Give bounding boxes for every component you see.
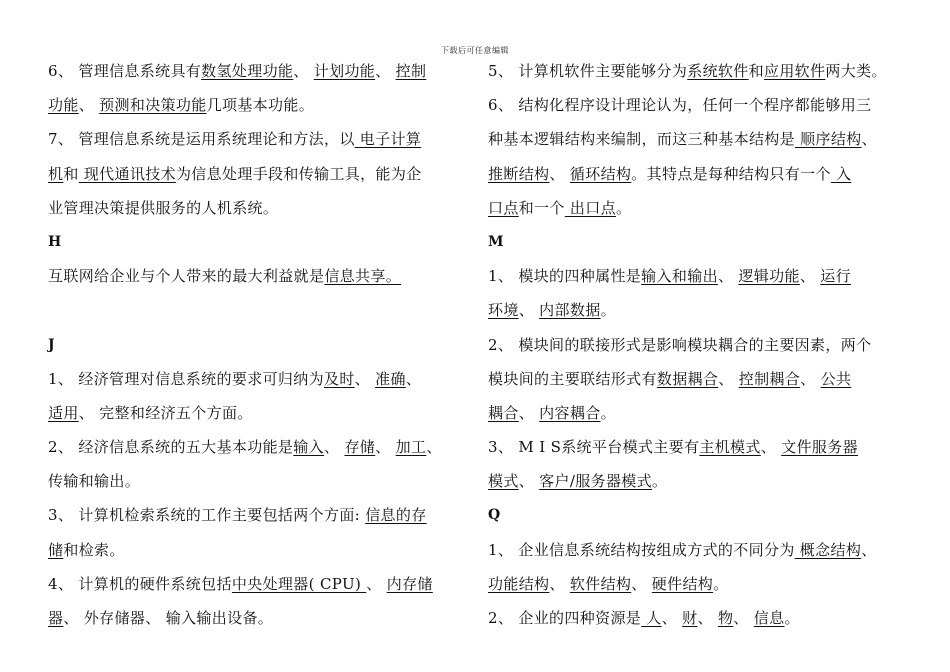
answer-underlined: 机: [48, 164, 64, 183]
answer-underlined: 内容耦合: [539, 403, 601, 422]
text-segment: 、: [293, 62, 314, 80]
answer-underlined: 入: [830, 164, 852, 183]
text-segment: 、: [631, 574, 652, 593]
answer-underlined: 及时: [323, 369, 355, 388]
text-line: [488, 601, 913, 635]
answer-underlined: 数据耦合: [656, 369, 719, 388]
text-segment: 、 外存储器、 输入输出设备。: [63, 609, 274, 627]
text-segment: 、: [375, 438, 396, 457]
answer-underlined: 器: [48, 609, 64, 627]
answer-underlined: 信息: [753, 609, 785, 627]
text-segment: 7、 管理信息系统是运用系统理论和方法，以: [48, 130, 355, 149]
text-segment: 、: [661, 609, 683, 627]
text-segment: 为信息处理手段和传输工具，能为企: [175, 164, 422, 183]
text-line: [488, 464, 913, 498]
answer-underlined: 内存储: [386, 574, 433, 593]
answer-underlined: 硬件结构: [651, 574, 714, 593]
text-line: [48, 396, 468, 430]
section-letter: H: [48, 233, 62, 250]
answer-underlined: 应用软件: [763, 62, 826, 80]
text-segment: 、: [549, 574, 570, 593]
text-line: [488, 396, 913, 430]
text-segment: 2、 经济信息系统的五大基本功能是: [48, 438, 294, 457]
text-segment: 、: [861, 130, 877, 149]
answer-underlined: 财: [682, 609, 698, 627]
text-segment: 几项基本功能。: [206, 96, 315, 115]
text-segment: 、: [354, 369, 376, 388]
right-column: [488, 54, 913, 635]
text-segment: 、: [366, 574, 387, 593]
answer-underlined: 系统软件: [687, 62, 749, 80]
answer-underlined: 运行: [820, 267, 851, 286]
answer-underlined: 预测和决策功能: [99, 96, 207, 115]
text-segment: 。: [600, 403, 616, 422]
text-line: [488, 88, 913, 122]
text-segment: 1、 经济管理对信息系统的要求可归纳为: [48, 369, 324, 388]
text-line: [488, 122, 913, 156]
text-segment: 、: [78, 96, 100, 115]
text-segment: 、: [405, 369, 422, 388]
answer-underlined: 存储: [344, 438, 376, 457]
answer-underlined: 信息共享。: [324, 267, 402, 286]
answer-underlined: 储: [48, 540, 64, 559]
answer-underlined: 推断结构: [488, 164, 550, 183]
text-segment: 5、 计算机软件主要能够分为: [488, 62, 688, 80]
text-segment: 种基本逻辑结构来编制，而这三种基本结构是: [488, 130, 796, 149]
answer-underlined: 出口点: [564, 198, 616, 217]
text-line: [48, 293, 468, 327]
text-segment: 和检索。: [63, 540, 125, 559]
text-segment: 、: [426, 438, 442, 457]
left-column: [48, 54, 468, 635]
text-segment: 两大类。: [825, 62, 887, 80]
answer-underlined: 口点: [488, 198, 519, 217]
text-segment: 。: [652, 472, 668, 491]
text-segment: 和一个: [518, 198, 565, 217]
text-segment: 、: [718, 369, 739, 388]
answer-underlined: 软件结构: [569, 574, 632, 593]
text-line: [488, 157, 913, 191]
text-segment: 、 完整和经济五个方面。: [78, 403, 253, 422]
answer-underlined: 计划功能: [313, 62, 376, 80]
answer-underlined: 客户/服务器模式: [539, 472, 653, 491]
text-line: [48, 191, 468, 225]
text-segment: 。: [784, 609, 800, 627]
text-line: [488, 293, 913, 327]
text-segment: 6、 管理信息系统具有: [48, 62, 202, 80]
text-line: [488, 328, 913, 362]
answer-underlined: 输入和输出: [641, 267, 718, 286]
text-segment: 、: [733, 609, 754, 627]
answer-underlined: 概念结构: [794, 540, 862, 559]
answer-underlined: 逻辑功能: [738, 267, 800, 286]
text-segment: 1、 模块的四种属性是: [488, 267, 642, 286]
answer-underlined: 主机模式: [699, 438, 761, 457]
section-letter: J: [48, 336, 55, 353]
text-line: [488, 567, 913, 601]
text-line: [48, 464, 468, 498]
answer-underlined: 环境: [488, 301, 519, 320]
text-segment: 6、 结构化程序设计理论认为，任何一个程序都能够用三: [488, 96, 872, 115]
text-segment: 、: [717, 267, 739, 286]
text-segment: 、: [800, 369, 821, 388]
text-line: [48, 362, 468, 396]
text-segment: 和: [63, 164, 79, 183]
answer-underlined: 加工: [395, 438, 427, 457]
answer-underlined: 内部数据: [539, 301, 601, 320]
answer-underlined: 文件服务器: [781, 438, 858, 457]
text-segment: 2、 模块间的联接形式是影响模块耦合的主要因素，两个: [488, 335, 872, 354]
text-segment: 、: [549, 164, 570, 183]
text-line: [48, 88, 468, 122]
text-line: [48, 259, 468, 293]
text-line: [48, 533, 468, 567]
text-line: [48, 601, 468, 635]
text-segment: 3、 计算机检索系统的工作主要包括两个方面:: [48, 506, 366, 525]
answer-underlined: 控制耦合: [738, 369, 801, 388]
text-segment: 。其特点是每种结构只有一个: [631, 164, 831, 183]
text-line: [488, 533, 913, 567]
text-line: [488, 225, 913, 259]
answer-underlined: 功能结构: [488, 574, 550, 593]
answer-underlined: 公共: [820, 369, 852, 388]
text-line: [488, 259, 913, 293]
text-segment: 。: [615, 198, 632, 217]
text-line: [48, 567, 468, 601]
section-letter: Q: [488, 507, 501, 524]
text-line: [48, 225, 468, 259]
answer-underlined: 顺序结构: [795, 130, 862, 149]
text-segment: 、: [760, 438, 782, 457]
answer-underlined: 控制: [395, 62, 427, 80]
text-segment: 互联网给企业与个人带来的最大利益就是: [48, 267, 325, 286]
answer-underlined: 人: [641, 609, 662, 627]
text-line: [48, 328, 468, 362]
text-segment: 1、 企业信息系统结构按组成方式的不同分为: [488, 540, 795, 559]
text-line: [48, 498, 468, 532]
answer-underlined: 输入: [293, 438, 324, 457]
text-line: [488, 362, 913, 396]
answer-underlined: 模式: [488, 472, 519, 491]
answer-underlined: 耦合: [488, 403, 519, 422]
text-segment: 传输和输出。: [48, 472, 141, 491]
text-line: [48, 122, 468, 156]
answer-underlined: 循环结构: [569, 164, 632, 183]
text-segment: 、: [323, 438, 345, 457]
text-line: [488, 430, 913, 464]
text-segment: 、: [518, 301, 540, 320]
text-segment: 、: [518, 403, 540, 422]
answer-underlined: 物: [717, 609, 734, 627]
text-segment: 、: [697, 609, 718, 627]
answer-underlined: 准确: [375, 369, 406, 388]
text-segment: 、: [861, 540, 877, 559]
text-segment: 模块间的主要联结形式有: [488, 369, 657, 388]
answer-underlined: 电子计算: [354, 130, 422, 149]
text-segment: 2、 企业的四种资源是: [488, 609, 642, 627]
text-segment: 、: [375, 62, 396, 80]
text-segment: 4、 计算机的硬件系统包括: [48, 574, 232, 593]
text-line: [488, 191, 913, 225]
text-segment: 。: [713, 574, 729, 593]
text-line: [488, 498, 913, 532]
answer-underlined: 功能: [48, 96, 79, 115]
text-segment: 业管理决策提供服务的人机系统。: [48, 198, 279, 217]
text-segment: 3、 M I S系统平台模式主要有: [488, 438, 700, 457]
section-letter: M: [488, 233, 504, 250]
text-line: [48, 54, 468, 88]
text-line: [48, 430, 468, 464]
text-line: [488, 54, 913, 88]
answer-underlined: 现代通讯技术: [78, 164, 176, 183]
text-line: [48, 157, 468, 191]
answer-underlined: 信息的存: [365, 506, 427, 525]
text-segment: 。: [600, 301, 616, 320]
text-segment: 、: [518, 472, 540, 491]
answer-underlined: 适用: [48, 403, 79, 422]
page-header-note: 下载后可任意编辑: [441, 46, 509, 55]
text-segment: 和: [748, 62, 764, 80]
text-segment: 、: [799, 267, 821, 286]
answer-underlined: 中央处理器( CPU): [231, 574, 367, 593]
answer-underlined: 数氢处理功能: [201, 62, 294, 80]
